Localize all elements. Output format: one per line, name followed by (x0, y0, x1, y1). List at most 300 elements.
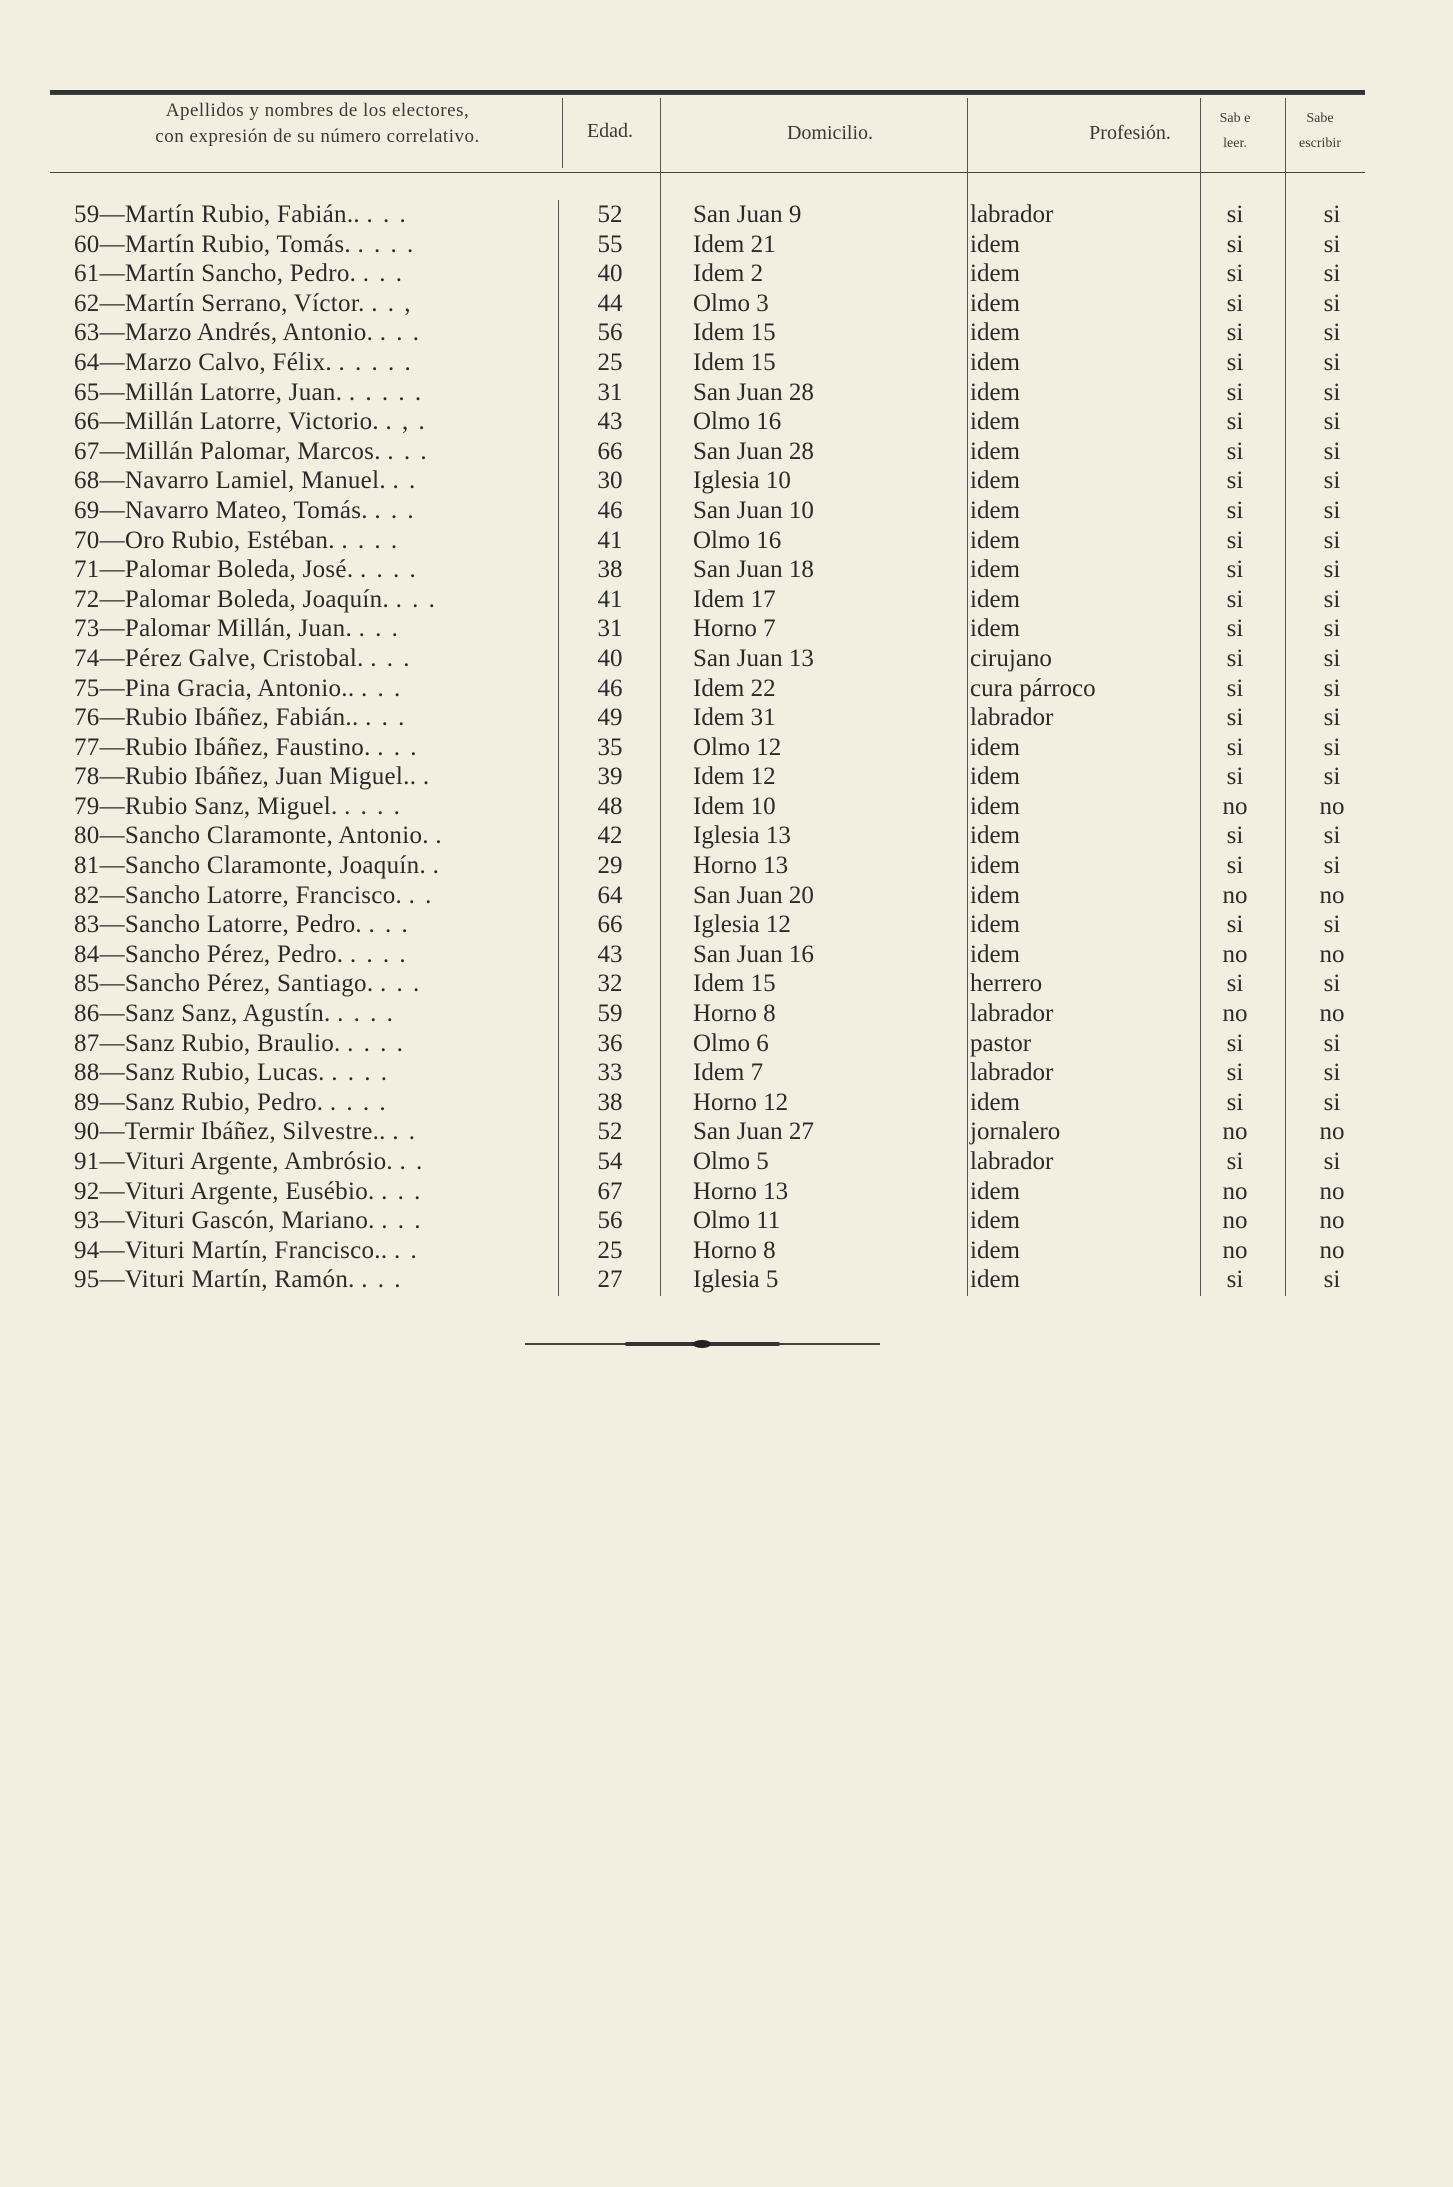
elector-home: San Juan 27 (693, 1118, 814, 1146)
leader-dots: . . (392, 1118, 418, 1146)
table-row (0, 259, 1453, 289)
elector-name-text: 60—Martín Rubio, Tomás. (74, 230, 351, 258)
elector-home: Idem 15 (693, 970, 776, 998)
elector-home: Idem 15 (693, 319, 776, 347)
elector-name-text: 65—Millán Latorre, Juan. (74, 378, 343, 406)
elector-can-read: si (1226, 704, 1244, 732)
elector-age: 59 (597, 1000, 623, 1028)
elector-name (74, 318, 554, 348)
elector-age: 44 (597, 289, 623, 317)
elector-age: 29 (597, 852, 623, 880)
header-profession: Profesión. (1089, 122, 1171, 144)
elector-profession: labrador (970, 704, 1054, 732)
elector-home: Iglesia 10 (693, 467, 791, 495)
elector-can-write: no (1319, 1118, 1345, 1146)
leader-dots: . . , (371, 289, 413, 317)
elector-can-read: si (1226, 852, 1244, 880)
elector-can-read: no (1222, 881, 1248, 909)
elector-can-write: si (1323, 319, 1341, 347)
elector-profession: idem (970, 1088, 1020, 1116)
elector-name-text: 61—Martín Sancho, Pedro. (74, 260, 357, 288)
elector-age: 38 (597, 1088, 623, 1116)
elector-name (74, 1029, 554, 1059)
elector-name (74, 526, 554, 556)
elector-can-write: si (1323, 348, 1341, 376)
table-row (0, 1117, 1453, 1147)
elector-age: 49 (597, 704, 623, 732)
table-row (0, 1177, 1453, 1207)
elector-can-read: si (1226, 822, 1244, 850)
leader-dots: . . (408, 881, 434, 909)
elector-name-text: 87—Sanz Rubio, Braulio. (74, 1029, 341, 1057)
elector-name-text: 88—Sanz Rubio, Lucas. (74, 1059, 325, 1087)
elector-name-text: 80—Sancho Claramonte, Antonio. (74, 822, 429, 850)
elector-can-read: si (1226, 260, 1244, 288)
elector-can-read: si (1226, 1029, 1244, 1057)
elector-profession: idem (970, 940, 1020, 968)
elector-profession: idem (970, 852, 1020, 880)
elector-name (74, 881, 554, 911)
elector-can-write: si (1323, 585, 1341, 613)
elector-home: Horno 8 (693, 1236, 776, 1264)
leader-dots: . . . (395, 585, 437, 613)
elector-name (74, 1177, 554, 1207)
elector-can-write: si (1323, 911, 1341, 939)
header-home: Domicilio. (786, 122, 874, 144)
elector-home: Iglesia 5 (693, 1266, 779, 1294)
elector-can-read: si (1226, 378, 1244, 406)
elector-name (74, 1265, 554, 1295)
elector-name (74, 378, 554, 408)
top-rule (50, 90, 1365, 95)
elector-can-read: no (1222, 1236, 1248, 1264)
elector-profession: herrero (970, 970, 1043, 998)
leader-dots: . . . (379, 970, 422, 998)
leader-dots: . . . (366, 201, 408, 228)
elector-home: Idem 10 (693, 792, 776, 820)
header-rule (50, 172, 1365, 173)
leader-dots: . . . (368, 911, 410, 939)
leader-dots: . . (399, 1148, 425, 1175)
elector-can-write: no (1319, 881, 1345, 909)
elector-can-read: si (1226, 526, 1244, 554)
elector-home: San Juan 18 (693, 556, 814, 584)
elector-home: Idem 15 (693, 348, 776, 376)
elector-can-read: si (1226, 615, 1244, 643)
elector-name-text: 77—Rubio Ibáñez, Faustino. (74, 733, 371, 761)
elector-name (74, 1147, 554, 1177)
elector-home: Idem 21 (693, 230, 776, 258)
elector-profession: pastor (970, 1029, 1032, 1057)
elector-can-write: no (1319, 1177, 1345, 1205)
header-names-line1: Apellidos y nombres de los electores, (165, 100, 470, 121)
elector-name (74, 555, 554, 585)
elector-can-write: si (1323, 1059, 1341, 1087)
elector-name-text: 73—Palomar Millán, Juan. (74, 615, 353, 643)
elector-name (74, 792, 554, 822)
elector-age: 38 (597, 556, 623, 584)
leader-dots: . . . . . (348, 378, 424, 406)
elector-profession: labrador (970, 1059, 1054, 1087)
leader-dots: . . . . (357, 230, 416, 258)
elector-name (74, 644, 554, 674)
elector-age: 42 (597, 822, 623, 850)
elector-home: Olmo 16 (693, 408, 782, 436)
elector-name-text: 70—Oro Rubio, Estéban. (74, 526, 335, 554)
elector-can-write: no (1319, 1000, 1345, 1028)
elector-can-write: si (1323, 704, 1341, 732)
elector-name (74, 200, 554, 230)
elector-can-read: si (1226, 1266, 1244, 1294)
elector-home: Horno 13 (693, 1177, 789, 1205)
elector-can-write: no (1319, 792, 1345, 820)
elector-can-read: no (1222, 792, 1248, 820)
elector-can-write: si (1323, 556, 1341, 584)
elector-home: San Juan 10 (693, 496, 814, 524)
elector-profession: cura párroco (970, 674, 1096, 702)
elector-can-write: si (1323, 733, 1341, 761)
leader-dots: . . . (365, 704, 407, 732)
elector-name (74, 407, 554, 437)
elector-profession: idem (970, 615, 1020, 643)
leader-dots: . . . . (359, 556, 418, 584)
elector-can-read: si (1226, 556, 1244, 584)
elector-age: 41 (597, 585, 623, 613)
elector-home: Olmo 3 (693, 289, 769, 317)
elector-age: 25 (597, 348, 623, 376)
elector-can-write: si (1323, 260, 1341, 288)
elector-age: 40 (597, 644, 623, 672)
elector-can-write: si (1323, 1029, 1341, 1057)
elector-age: 30 (597, 467, 623, 495)
elector-age: 66 (597, 437, 623, 465)
leader-dots: . (422, 763, 432, 791)
elector-age: 36 (597, 1029, 623, 1057)
elector-home: Olmo 12 (693, 733, 782, 761)
elector-age: 46 (597, 496, 623, 524)
elector-name-text: 76—Rubio Ibáñez, Fabián.. (74, 704, 359, 732)
elector-home: Horno 8 (693, 1000, 776, 1028)
elector-name-text: 62—Martín Serrano, Víctor. (74, 289, 365, 317)
leader-dots: . . (392, 467, 418, 495)
elector-name-text: 86—Sanz Sanz, Agustín. (74, 1000, 331, 1028)
table-row (0, 969, 1453, 999)
elector-profession: idem (970, 1207, 1020, 1235)
elector-can-read: si (1226, 1088, 1244, 1116)
table-row (0, 792, 1453, 822)
elector-home: San Juan 9 (693, 201, 802, 228)
elector-can-read: si (1226, 911, 1244, 939)
header-read-line2: leer. (1223, 136, 1247, 152)
elector-name (74, 466, 554, 496)
elector-name (74, 496, 554, 526)
elector-name-text: 63—Marzo Andrés, Antonio. (74, 319, 374, 347)
elector-home: Idem 7 (693, 1059, 764, 1087)
elector-name-text: 68—Navarro Lamiel, Manuel. (74, 467, 386, 495)
elector-age: 41 (597, 526, 623, 554)
elector-can-read: si (1226, 1059, 1244, 1087)
elector-can-write: no (1319, 1207, 1345, 1235)
elector-name (74, 851, 554, 881)
elector-age: 48 (597, 792, 623, 820)
elector-name (74, 762, 554, 792)
table-row (0, 466, 1453, 496)
elector-name (74, 733, 554, 763)
elector-name (74, 1206, 554, 1236)
elector-profession: idem (970, 289, 1020, 317)
elector-profession: idem (970, 556, 1020, 584)
elector-profession: idem (970, 1236, 1020, 1264)
leader-dots: . . . . (329, 1088, 388, 1116)
elector-profession: idem (970, 230, 1020, 258)
leader-dots: . . . . (347, 1029, 405, 1057)
elector-can-write: si (1323, 763, 1341, 791)
elector-age: 67 (597, 1177, 623, 1205)
elector-name-text: 89—Sanz Rubio, Pedro. (74, 1088, 324, 1116)
elector-age: 31 (597, 378, 623, 406)
elector-age: 33 (597, 1059, 623, 1087)
leader-dots: . . . (361, 1266, 403, 1294)
elector-profession: labrador (970, 1000, 1054, 1028)
table-row (0, 762, 1453, 792)
table-row (0, 200, 1453, 230)
table-row (0, 526, 1453, 556)
table-row (0, 555, 1453, 585)
table-row (0, 674, 1453, 704)
elector-age: 43 (597, 408, 623, 436)
elector-can-write: si (1323, 674, 1341, 702)
elector-age: 66 (597, 911, 623, 939)
table-row (0, 1088, 1453, 1118)
elector-name-text: 95—Vituri Martín, Ramón. (74, 1266, 355, 1294)
elector-home: Iglesia 13 (693, 822, 791, 850)
elector-profession: idem (970, 911, 1020, 939)
elector-name-text: 85—Sancho Pérez, Santiago. (74, 970, 374, 998)
elector-can-read: si (1226, 1148, 1244, 1175)
leader-dots: . . . (387, 437, 429, 465)
elector-home: Horno 13 (693, 852, 789, 880)
elector-profession: idem (970, 260, 1020, 288)
table-row (0, 703, 1453, 733)
leader-dots: . . . (381, 1177, 423, 1205)
elector-can-read: si (1226, 644, 1244, 672)
leader-dots: . , . (385, 408, 427, 436)
elector-name-text: 72—Palomar Boleda, Joaquín. (74, 585, 389, 613)
elector-name-text: 90—Termir Ibáñez, Silvestre.. (74, 1118, 386, 1146)
elector-profession: idem (970, 763, 1020, 791)
elector-can-read: si (1226, 733, 1244, 761)
elector-name (74, 289, 554, 319)
elector-profession: idem (970, 822, 1020, 850)
elector-profession: idem (970, 348, 1020, 376)
table-row (0, 437, 1453, 467)
elector-can-read: si (1226, 319, 1244, 347)
elector-home: Idem 17 (693, 585, 776, 613)
elector-can-write: si (1323, 822, 1341, 850)
table-row (0, 851, 1453, 881)
elector-can-read: no (1222, 940, 1248, 968)
elector-name-text: 74—Pérez Galve, Cristobal. (74, 644, 364, 672)
elector-can-write: si (1323, 467, 1341, 495)
elector-profession: idem (970, 1177, 1020, 1205)
elector-can-read: no (1222, 1177, 1248, 1205)
leader-dots: . . . (362, 260, 404, 288)
elector-age: 56 (597, 1207, 623, 1235)
elector-name-text: 83—Sancho Latorre, Pedro. (74, 911, 362, 939)
table-row (0, 1265, 1453, 1295)
elector-can-write: si (1323, 496, 1341, 524)
leader-dots: . . (393, 1236, 419, 1264)
table-row (0, 496, 1453, 526)
elector-name (74, 703, 554, 733)
elector-name-text: 82—Sancho Latorre, Francisco. (74, 881, 403, 909)
elector-can-write: si (1323, 378, 1341, 406)
table-row (0, 1236, 1453, 1266)
elector-can-write: si (1323, 1148, 1341, 1175)
elector-profession: idem (970, 585, 1020, 613)
elector-profession: jornalero (970, 1118, 1061, 1146)
elector-name-text: 69—Navarro Mateo, Tomás. (74, 496, 368, 524)
elector-name (74, 437, 554, 467)
leader-dots: . . . . (341, 526, 400, 554)
elector-can-write: si (1323, 970, 1341, 998)
leader-dots: . (435, 822, 444, 850)
elector-name-text: 91—Vituri Argente, Ambrósio. (74, 1148, 393, 1175)
elector-profession: idem (970, 319, 1020, 347)
table-row (0, 940, 1453, 970)
elector-can-write: si (1323, 408, 1341, 436)
leader-dots: . . . (377, 733, 419, 761)
elector-age: 46 (597, 674, 623, 702)
elector-name (74, 1117, 554, 1147)
elector-can-read: si (1226, 496, 1244, 524)
header-names (70, 98, 565, 149)
elector-home: San Juan 28 (693, 378, 814, 406)
table-row (0, 733, 1453, 763)
leader-dots: . . . . (337, 1000, 395, 1028)
table-header (50, 98, 1365, 168)
elector-age: 54 (597, 1148, 623, 1175)
elector-profession: idem (970, 437, 1020, 465)
elector-age: 43 (597, 940, 623, 968)
elector-name-text: 64—Marzo Calvo, Félix. (74, 348, 332, 376)
elector-can-write: si (1323, 230, 1341, 258)
elector-name (74, 230, 554, 260)
elector-home: Idem 2 (693, 260, 764, 288)
elector-can-read: si (1226, 970, 1244, 998)
leader-dots: . . . (360, 674, 403, 702)
header-read (1200, 106, 1270, 156)
elector-profession: idem (970, 378, 1020, 406)
leader-dots: . . . (379, 319, 421, 347)
electors-table-body (0, 200, 1453, 1295)
elector-profession: idem (970, 526, 1020, 554)
elector-home: Olmo 11 (693, 1207, 781, 1235)
elector-home: Olmo 5 (693, 1148, 769, 1175)
table-row (0, 407, 1453, 437)
leader-dots: . . . (374, 496, 416, 524)
elector-age: 31 (597, 615, 623, 643)
elector-name (74, 585, 554, 615)
elector-home: Idem 12 (693, 763, 776, 791)
table-row (0, 644, 1453, 674)
table-row (0, 318, 1453, 348)
elector-name (74, 821, 554, 851)
elector-name-text: 94—Vituri Martín, Francisco.. (74, 1236, 388, 1264)
divider-names-age-header (562, 98, 563, 168)
elector-can-read: si (1226, 289, 1244, 317)
table-row (0, 289, 1453, 319)
elector-name-text: 59—Martín Rubio, Fabián.. (74, 201, 360, 228)
elector-name-text: 93—Vituri Gascón, Mariano. (74, 1207, 375, 1235)
table-row (0, 999, 1453, 1029)
header-age: Edad. (586, 120, 634, 142)
header-read-line1: Sab e (1219, 111, 1251, 126)
table-row (0, 1029, 1453, 1059)
elector-profession: idem (970, 408, 1020, 436)
elector-name-text: 81—Sancho Claramonte, Joaquín. (74, 852, 426, 880)
elector-can-write: si (1323, 526, 1341, 554)
elector-can-read: si (1226, 201, 1244, 228)
elector-home: Horno 7 (693, 615, 776, 643)
elector-name (74, 999, 554, 1029)
leader-dots: . . . (381, 1207, 423, 1235)
elector-age: 27 (597, 1266, 623, 1294)
elector-name-text: 71—Palomar Boleda, José. (74, 556, 354, 584)
elector-age: 25 (597, 1236, 623, 1264)
closing-ornament (525, 1340, 880, 1348)
elector-name (74, 969, 554, 999)
elector-can-read: si (1226, 674, 1244, 702)
elector-can-read: si (1226, 408, 1244, 436)
elector-profession: labrador (970, 201, 1054, 228)
elector-name (74, 348, 554, 378)
elector-home: Horno 12 (693, 1088, 789, 1116)
elector-can-write: si (1323, 437, 1341, 465)
table-row (0, 585, 1453, 615)
table-row (0, 1058, 1453, 1088)
elector-can-write: si (1323, 201, 1341, 228)
elector-age: 35 (597, 733, 623, 761)
elector-profession: cirujano (970, 644, 1052, 672)
elector-home: San Juan 13 (693, 644, 814, 672)
elector-age: 64 (597, 881, 623, 909)
elector-name-text: 92—Vituri Argente, Eusébio. (74, 1177, 375, 1205)
elector-home: Iglesia 12 (693, 911, 791, 939)
elector-can-read: si (1226, 437, 1244, 465)
elector-home: San Juan 16 (693, 940, 814, 968)
table-row (0, 821, 1453, 851)
elector-age: 56 (597, 319, 623, 347)
table-row (0, 1147, 1453, 1177)
elector-profession: idem (970, 792, 1020, 820)
elector-name (74, 1088, 554, 1118)
elector-can-read: no (1222, 1207, 1248, 1235)
elector-name-text: 79—Rubio Sanz, Miguel. (74, 792, 338, 820)
table-row (0, 1206, 1453, 1236)
elector-can-read: no (1222, 1118, 1248, 1146)
table-row (0, 910, 1453, 940)
elector-age: 40 (597, 260, 623, 288)
elector-can-write: si (1323, 644, 1341, 672)
leader-dots: . . . . (349, 940, 408, 968)
elector-can-write: si (1323, 852, 1341, 880)
elector-name-text: 84—Sancho Pérez, Pedro. (74, 940, 344, 968)
leader-dots: . . . . . (338, 348, 413, 376)
elector-name-text: 67—Millán Palomar, Marcos. (74, 437, 381, 465)
header-names-line2: con expresión de su número correlativo. (155, 125, 480, 147)
elector-name (74, 1058, 554, 1088)
